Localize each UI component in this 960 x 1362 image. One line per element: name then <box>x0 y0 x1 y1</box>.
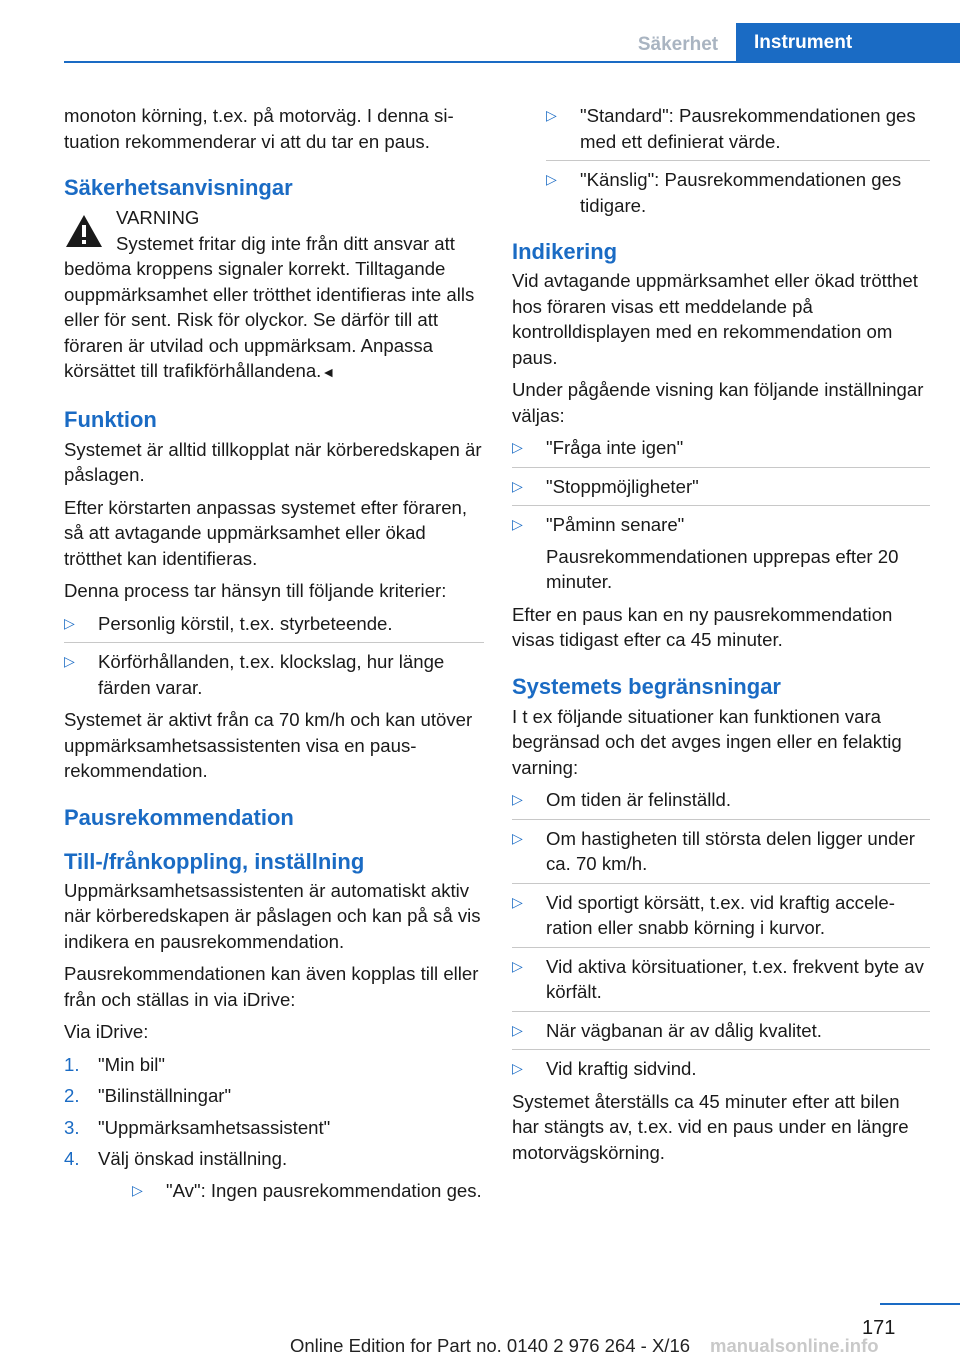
function-paragraph-4: Systemet är aktivt från ca 70 km/h och kan utöver uppmärksamhetsassistenten visa en pausrekommendation. <box>64 709 473 781</box>
warning-text <box>64 231 484 386</box>
indication-paragraph-2: Under pågående visning kan följande inställningar väljas: <box>512 379 924 426</box>
bullet-triangle-icon: ▷ <box>512 1060 523 1076</box>
toggle-heading: Till-/frånkoppling, inställning <box>64 848 365 874</box>
list-item <box>64 649 484 700</box>
header-chapter-tab: Instrument <box>736 23 960 63</box>
bullet-triangle-icon: ▷ <box>512 477 523 494</box>
indication-paragraph-3: Efter en paus kan en ny pausrekommendation visas tidigast efter ca 45 minuter. <box>512 603 893 650</box>
limits-heading: Systemets begränsningar <box>512 673 781 699</box>
indication-options-list <box>512 435 930 595</box>
list-item <box>64 611 484 637</box>
indication-heading: Indikering <box>512 239 618 264</box>
limits-paragraph-1: I t ex följande situationer kan funktionen vara begränsad och det avges ingen eller en felaktig varning: <box>512 705 902 778</box>
step-number: 1. <box>64 1053 80 1075</box>
toggle-paragraph-3: Via iDrive: <box>64 1021 149 1042</box>
step4-options-list-cont <box>546 103 930 218</box>
toggle-paragraph-2: Pausrekommendationen kan även kopplas till eller från och ställas in via iDrive: <box>64 963 479 1010</box>
header-section-label: Säkerhet <box>637 33 719 55</box>
list-divider <box>64 642 484 643</box>
safety-heading: Säkerhetsanvisningar <box>64 175 293 200</box>
list-item <box>512 890 930 941</box>
list-item <box>512 1056 930 1082</box>
bullet-triangle-icon: ▷ <box>546 107 557 123</box>
end-mark: ◄ <box>321 364 336 380</box>
step4-options-list <box>132 1178 484 1204</box>
step-item <box>64 1146 484 1203</box>
warning-text-rest: bedöma kroppens signaler korrekt. Tilltagande ouppmärksamhet eller trötthet identifieras inte alls eller för sent. Risk för olyckor. Se därför till att föraren är utvilad och uppmärksam. Anpassa körsättet till trafikförhållandena. <box>64 258 475 381</box>
bullet-triangle-icon: ▷ <box>512 1021 523 1038</box>
list-item-text: När vägbanan är av dålig kvalitet. <box>546 1019 822 1041</box>
step-number: 2. <box>64 1085 80 1106</box>
idrive-steps <box>64 1052 484 1204</box>
list-item-text: "Fråga inte igen" <box>546 437 684 458</box>
list-item-text: Om hastigheten till största delen ligger under ca. 70 km/h. <box>546 827 915 874</box>
list-item-text: Körförhållanden, t.ex. klockslag, hur länge färden varar. <box>98 651 445 698</box>
list-divider <box>512 819 930 820</box>
list-divider <box>512 947 930 948</box>
list-item <box>546 103 930 154</box>
step-text: "Min bil" <box>98 1053 165 1075</box>
pause-heading: Pausrekommendation <box>64 804 294 830</box>
step-text: Välj önskad inställning. <box>98 1148 288 1169</box>
function-paragraph-2: Efter körstarten anpassas systemet efter föraren, så att avtagande uppmärksamhet eller ökad trötthet kan identifieras. <box>64 496 468 569</box>
warning-block <box>64 205 484 386</box>
list-item-text: "Av": Ingen pausrekommendation ges. <box>166 1179 482 1201</box>
warning-triangle-icon <box>64 213 104 249</box>
limits-list <box>512 787 930 1082</box>
list-item-text: Om tiden är felinställd. <box>546 789 731 810</box>
list-divider <box>512 1049 930 1050</box>
header-rule <box>64 61 960 63</box>
list-item-text: Vid kraftig sidvind. <box>546 1058 697 1079</box>
list-item <box>512 826 930 877</box>
right-column <box>512 103 930 1172</box>
list-item-text: "Känslig": Pausrekommendationen ges tidigare. <box>580 169 902 216</box>
bullet-triangle-icon: ▷ <box>512 957 523 974</box>
list-item-text: Vid sportigt körsätt, t.ex. vid kraftig acceleration eller snabb körning i kurvor. <box>546 891 895 938</box>
bullet-triangle-icon: ▷ <box>512 791 523 807</box>
list-item <box>132 1178 484 1204</box>
function-paragraph-1: Systemet är alltid tillkopplat när körberedskapen är påslagen. <box>64 438 482 485</box>
bullet-triangle-icon: ▷ <box>512 829 523 846</box>
list-item <box>512 474 930 500</box>
function-paragraph-3: Denna process tar hänsyn till följande kriterier: <box>64 580 447 601</box>
list-item-text: Vid aktiva körsituationer, t.ex. frekvent byte av körfält. <box>546 955 924 1002</box>
step-item <box>64 1115 484 1141</box>
bullet-triangle-icon: ▷ <box>132 1181 143 1198</box>
step-text: "Bilinställningar" <box>98 1085 232 1106</box>
function-heading: Funktion <box>64 406 157 432</box>
list-item-text: "Standard": Pausrekommendationen ges med ett definierat värde. <box>580 105 916 152</box>
bullet-triangle-icon: ▷ <box>64 653 75 669</box>
list-divider <box>512 883 930 884</box>
list-item-text: "Stoppmöjligheter" <box>546 475 699 497</box>
criteria-list <box>64 611 484 701</box>
list-item <box>512 787 930 813</box>
list-divider <box>546 160 930 161</box>
warning-title: VARNING <box>116 207 200 228</box>
watermark: manualsonline.info <box>710 1335 879 1356</box>
limits-paragraph-2: Systemet återställs ca 45 minuter efter att bilen har stängts av, t.ex. vid en paus under en längre motorvägskörning. <box>512 1090 909 1163</box>
list-item <box>512 435 930 461</box>
footer-rule <box>880 1303 960 1305</box>
list-item <box>546 167 930 218</box>
list-item <box>512 954 930 1005</box>
bullet-triangle-icon: ▷ <box>64 614 75 631</box>
left-column <box>64 103 484 1210</box>
warning-text-first-line: Systemet fritar dig inte från ditt ansvar att <box>116 232 455 254</box>
list-divider <box>512 505 930 506</box>
list-divider <box>512 467 930 468</box>
list-item <box>512 512 930 595</box>
list-divider <box>512 1011 930 1012</box>
bullet-triangle-icon: ▷ <box>512 893 523 910</box>
step-item <box>64 1052 484 1078</box>
list-item-text: Personlig körstil, t.ex. styrbeteende. <box>98 612 393 634</box>
step-text: "Uppmärksamhetsassistent" <box>98 1116 331 1138</box>
intro-paragraph: monoton körning, t.ex. på motorväg. I denna situation rekommenderar vi att du tar en paus. <box>64 105 454 152</box>
list-item <box>512 1018 930 1044</box>
page-number: 171 <box>862 1317 896 1339</box>
bullet-triangle-icon: ▷ <box>512 439 523 455</box>
edition-footer: Online Edition for Part no. 0140 2 976 264 - X/16 <box>289 1335 691 1356</box>
step-number: 4. <box>64 1148 80 1169</box>
toggle-paragraph-1: Uppmärksamhetsassistenten är automatiskt aktiv när körberedskapen är påslagen och kan på så vis indikera en pausrekommendation. <box>64 879 481 952</box>
step-number: 3. <box>64 1116 80 1138</box>
indication-paragraph-1: Vid avtagande uppmärksamhet eller ökad trötthet hos föraren visas ett meddelande på kontrolldisplayen med en rekommendation om paus. <box>512 270 918 368</box>
remind-note: Pausrekommendationen upprepas efter 20 minuter. <box>546 545 899 592</box>
step-item <box>64 1083 484 1109</box>
list-item-text: "Påminn senare" <box>546 514 685 535</box>
bullet-triangle-icon: ▷ <box>546 171 557 187</box>
bullet-triangle-icon: ▷ <box>512 516 523 532</box>
